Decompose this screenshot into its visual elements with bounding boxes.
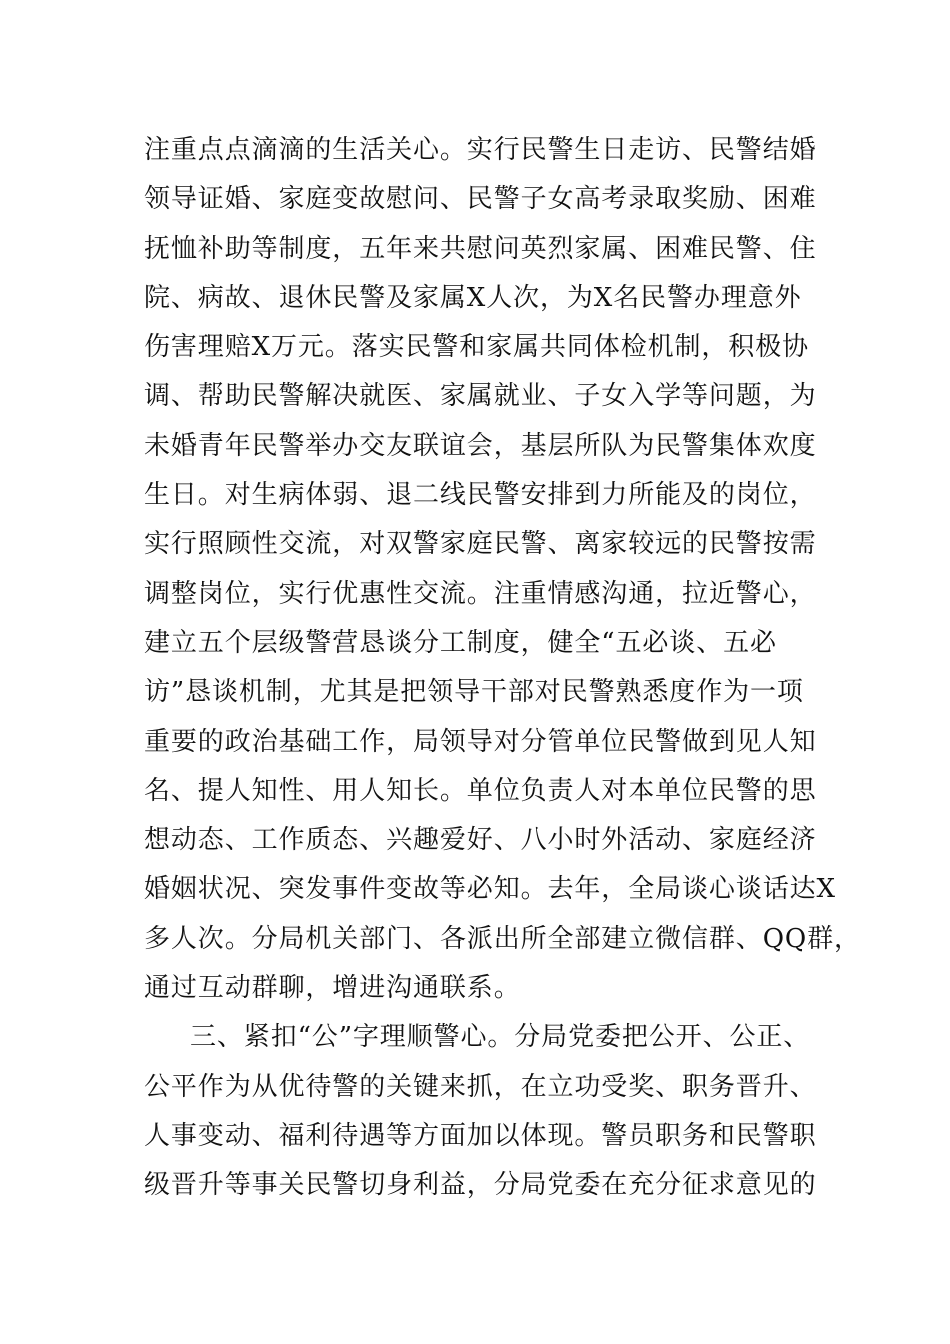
text-line: 实行照顾性交流，对双警家庭民警、离家较远的民警按需 bbox=[144, 529, 817, 560]
text-line: 生日。对生病体弱、退二线民警安排到力所能及的岗位， bbox=[144, 480, 817, 511]
text-line: 重要的政治基础工作，局领导对分管单位民警做到见人知 bbox=[144, 726, 817, 757]
body-text bbox=[144, 126, 861, 1211]
text-line: 多人次。分局机关部门、各派出所全部建立微信群、QQ群， bbox=[144, 923, 861, 954]
text-line: 伤害理赔X万元。落实民警和家属共同体检机制，积极协 bbox=[144, 332, 810, 363]
text-line: 级晋升等事关民警切身利益，分局党委在充分征求意见的 bbox=[144, 1170, 817, 1201]
text-line: 通过互动群聊，增进沟通联系。 bbox=[144, 973, 521, 1004]
text-line: 建立五个层级警营恳谈分工制度，健全“五必谈、五必 bbox=[144, 627, 777, 658]
text-line: 访”恳谈机制，尤其是把领导干部对民警熟悉度作为一项 bbox=[144, 677, 804, 708]
text-line: 院、病故、退休民警及家属X人次，为X名民警办理意外 bbox=[144, 282, 802, 313]
text-line: 想动态、工作质态、兴趣爱好、八小时外活动、家庭经济 bbox=[144, 825, 817, 856]
text-line: 调整岗位，实行优惠性交流。注重情感沟通，拉近警心， bbox=[144, 578, 817, 609]
text-line: 抚恤补助等制度，五年来共慰问英烈家属、困难民警、住 bbox=[144, 233, 817, 264]
text-line: 注重点点滴滴的生活关心。实行民警生日走访、民警结婚 bbox=[144, 135, 817, 165]
text-line: 人事变动、福利待遇等方面加以体现。警员职务和民警职 bbox=[144, 1120, 817, 1151]
text-line: 未婚青年民警举办交友联谊会，基层所队为民警集体欢度 bbox=[144, 430, 817, 461]
text-line: 调、帮助民警解决就医、家属就业、子女入学等问题，为 bbox=[144, 381, 817, 412]
section-heading-line: 三、紧扣“公”字理顺警心。分局党委把公开、公正、 bbox=[190, 1022, 811, 1053]
text-line: 公平作为从优待警的关键来抓，在立功受奖、职务晋升、 bbox=[144, 1071, 817, 1102]
text-line: 领导证婚、家庭变故慰问、民警子女高考录取奖励、困难 bbox=[144, 184, 817, 215]
text-line: 名、提人知性、用人知长。单位负责人对本单位民警的思 bbox=[144, 775, 817, 806]
text-line: 婚姻状况、突发事件变故等必知。去年，全局谈心谈话达X bbox=[144, 874, 836, 905]
